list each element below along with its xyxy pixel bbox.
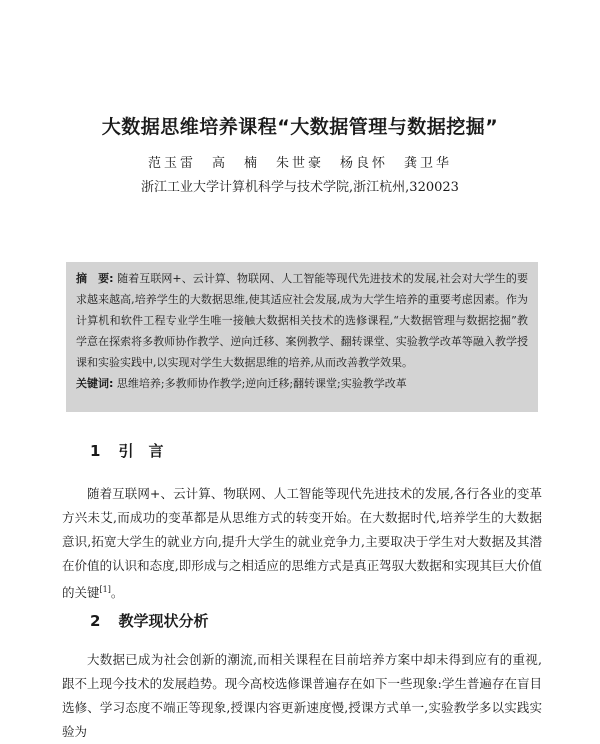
section-heading-1 [90, 440, 163, 461]
section-number: 1 [90, 442, 101, 460]
paper-title: 大数据思维培养课程“大数据管理与数据挖掘” [101, 116, 499, 138]
section-2-paragraph [62, 648, 542, 744]
section-heading-2 [90, 610, 208, 631]
paragraph-text: 随着互联网+、云计算、物联网、人工智能等现代先进技术的发展,各行各业的变革方兴未艾,而成功的变革都是从思维方式的转变开始。在大数据时代,培养学生的大数据意识,拓宽大学生的就业方向,提升大学生的就业竞争力,主要取决于学生对大数据及其潜在价值的认识和态度,即形成与之相适应的思维方式是真正驾驭大数据和实现其巨大价值的关键 [62, 486, 542, 601]
section-number: 2 [90, 612, 101, 630]
keywords-line [76, 373, 528, 394]
keywords-text: 思维培养;多教师协作教学;逆向迁移;翻转课堂;实验教学改革 [116, 377, 407, 390]
section-title: 引 言 [118, 442, 164, 460]
abstract-text: 随着互联网+、云计算、物联网、人工智能等现代先进技术的发展,社会对大学生的要求越来越高,培养学生的大数据思维,使其适应社会发展,成为大学生培养的重要考虑因素。作为计算机和软件工程专业学生唯一接触大数据相关技术的选修课程,“大数据管理与数据挖掘”教学意在探索将多教师协作教学、逆向迁移、案例教学、翻转课堂、实验教学改革等融入教学授课和实验实践中,以实现对学生大数据思维的培养,从而改善教学效果。 [76, 272, 528, 369]
abstract-box [66, 262, 538, 412]
keywords-label: 关键词: [76, 377, 114, 390]
abstract-paragraph [76, 268, 528, 373]
section-1-paragraph [62, 482, 542, 605]
paragraph-text: 大数据已成为社会创新的潮流,而相关课程在目前培养方案中却未得到应有的重视,跟不上现今技术的发展趋势。现今高校选修课普遍存在如下一些现象:学生普遍存在盲目选修、学习态度不端正等现象,授课内容更新速度慢,授课方式单一,实验教学多以实践实验为 [62, 652, 542, 739]
citation: [1] [99, 585, 111, 594]
affiliation: 浙江工业大学计算机科学与技术学院,浙江杭州,320023 [141, 180, 459, 195]
section-title: 教学现状分析 [118, 612, 209, 630]
abstract-label: 摘 要: [76, 272, 114, 285]
paragraph-end: 。 [110, 585, 124, 601]
author-list: 范玉雷 高 楠 朱世豪 杨良怀 龚卫华 [147, 156, 452, 171]
